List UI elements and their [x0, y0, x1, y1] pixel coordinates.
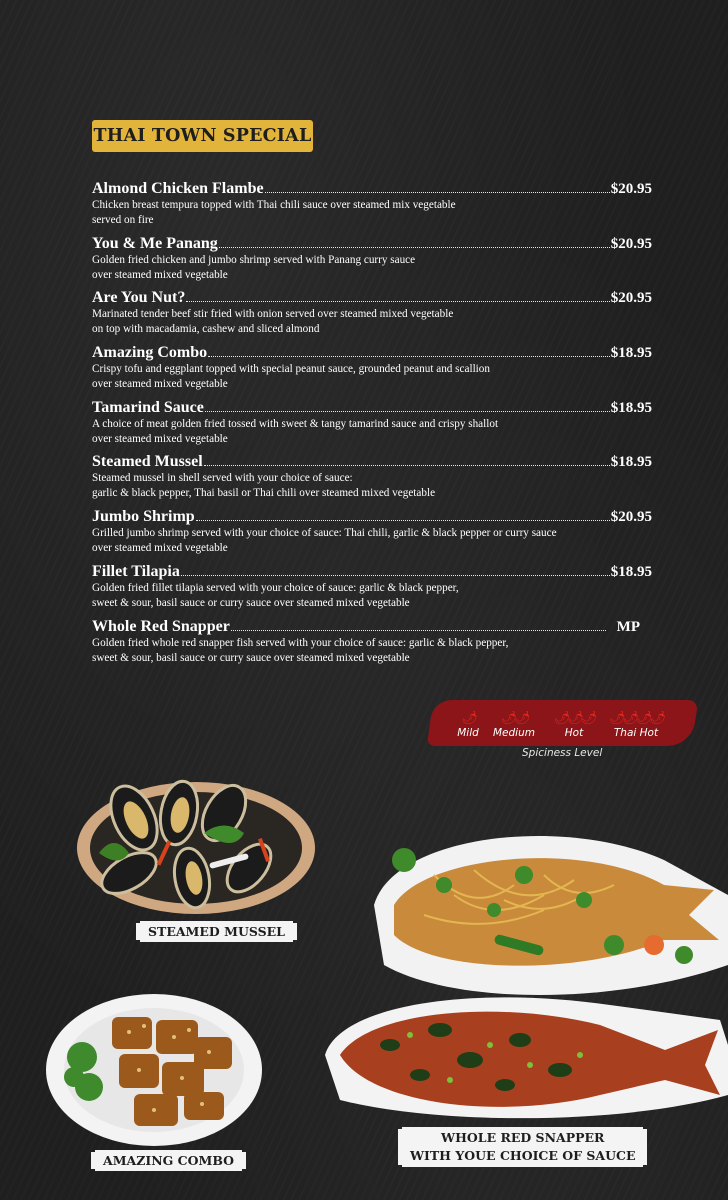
spice-level-label: Medium — [493, 727, 535, 739]
item-description: Steamed mussel in shell served with your choice of sauce: garlic & black pepper, Thai basil or Thai chili over steamed mixed vegetable — [92, 472, 436, 500]
spiciness-levels — [450, 712, 680, 746]
item-price: $20.95 — [610, 290, 652, 307]
item-price: $18.95 — [610, 563, 652, 580]
menu-item — [92, 451, 652, 506]
fillet-fish-photo — [364, 815, 728, 1003]
leader-dots — [219, 247, 610, 248]
item-name: Jumbo Shrimp — [92, 508, 195, 526]
menu-item — [92, 506, 652, 561]
menu-item — [92, 178, 652, 233]
menu-item — [92, 616, 652, 671]
item-description: Chicken breast tempura topped with Thai chili sauce over steamed mix vegetable served on fire — [92, 199, 456, 226]
spice-level-medium — [484, 712, 544, 740]
chili-pepper-icon: 🌶🌶🌶🌶 — [608, 711, 663, 726]
leader-dots — [204, 465, 610, 466]
item-name: Whole Red Snapper — [92, 617, 230, 635]
menu-item — [92, 561, 652, 616]
whole-red-snapper-caption — [402, 1127, 643, 1167]
whole-red-snapper-photo — [320, 985, 728, 1125]
item-price: MP — [616, 618, 640, 635]
spice-level-label: Thai Hot — [613, 727, 659, 739]
item-name: Almond Chicken Flambe — [92, 180, 264, 197]
steamed-mussel-caption: STEAMED MUSSEL — [140, 921, 293, 942]
chili-pepper-icon: 🌶🌶 — [500, 711, 528, 726]
leader-dots — [181, 575, 610, 576]
leader-dots — [205, 411, 610, 412]
spiciness-caption: Spiciness Level — [522, 747, 603, 759]
item-name: Tamarind Sauce — [92, 398, 204, 416]
spice-level-label: Mild — [457, 727, 479, 739]
item-description: Golden fried chicken and jumbo shrimp served with Panang curry sauce over steamed mixed vegetable — [92, 253, 416, 281]
item-description: Crispy tofu and eggplant topped with special peanut sauce, grounded peanut and scallion over steamed mixed vegetable — [92, 363, 490, 391]
amazing-combo-photo — [44, 992, 264, 1152]
chili-pepper-icon: 🌶 — [461, 711, 475, 726]
item-price: $18.95 — [610, 399, 652, 416]
menu-item — [92, 397, 652, 452]
menu-item — [92, 233, 652, 288]
spice-level-thai-hot — [606, 712, 666, 740]
spice-level-hot — [544, 712, 604, 740]
leader-dots — [208, 356, 610, 357]
item-description: Grilled jumbo shrimp served with your choice of sauce: Thai chili, garlic & black pepper or curry sauce over steamed mixed vegetable — [92, 527, 557, 555]
leader-dots — [196, 520, 610, 521]
item-name: Amazing Combo — [92, 344, 208, 362]
item-description: A choice of meat golden fried tossed with sweet & tangy tamarind sauce and crispy shallot over steamed mixed vegetable — [92, 417, 499, 445]
item-name: Are You Nut? — [92, 289, 186, 307]
menu-list — [92, 178, 652, 670]
menu-item — [92, 342, 652, 397]
spice-level-label: Hot — [564, 727, 584, 739]
item-price: $20.95 — [610, 235, 652, 252]
leader-dots — [265, 192, 610, 193]
item-description: Golden fried fillet tilapia served with your choice of sauce: garlic & black pepper, sweet & sour, basil sauce or curry sauce over steamed mixed vegetable — [92, 581, 459, 609]
item-price: $18.95 — [610, 345, 652, 362]
item-price: $18.95 — [610, 454, 652, 471]
steamed-mussel-photo — [74, 778, 318, 918]
snapper-caption-line-2: WITH YOUE CHOICE OF SAUCE — [410, 1148, 636, 1163]
item-description: Golden fried whole red snapper fish served with your choice of sauce: garlic & black pepper, sweet & sour, basil sauce or curry sauce over steamed mixed vegetable — [92, 636, 509, 664]
leader-dots — [186, 301, 609, 302]
snapper-caption-line-1: WHOLE RED SNAPPER — [441, 1130, 605, 1145]
item-name: You & Me Panang — [92, 234, 218, 252]
section-title: THAI TOWN SPECIAL — [92, 120, 313, 152]
amazing-combo-caption: AMAZING COMBO — [95, 1150, 242, 1171]
menu-item — [92, 287, 652, 342]
item-price: $20.95 — [610, 509, 652, 526]
leader-dots — [231, 630, 606, 631]
item-name: Fillet Tilapia — [92, 562, 180, 580]
item-price: $20.95 — [610, 181, 652, 197]
item-description: Marinated tender beef stir fried with onion served over steamed mixed vegetable on top with macadamia, cashew and sliced almond — [92, 308, 454, 336]
chili-pepper-icon: 🌶🌶🌶 — [553, 711, 595, 726]
item-name: Steamed Mussel — [92, 453, 203, 471]
